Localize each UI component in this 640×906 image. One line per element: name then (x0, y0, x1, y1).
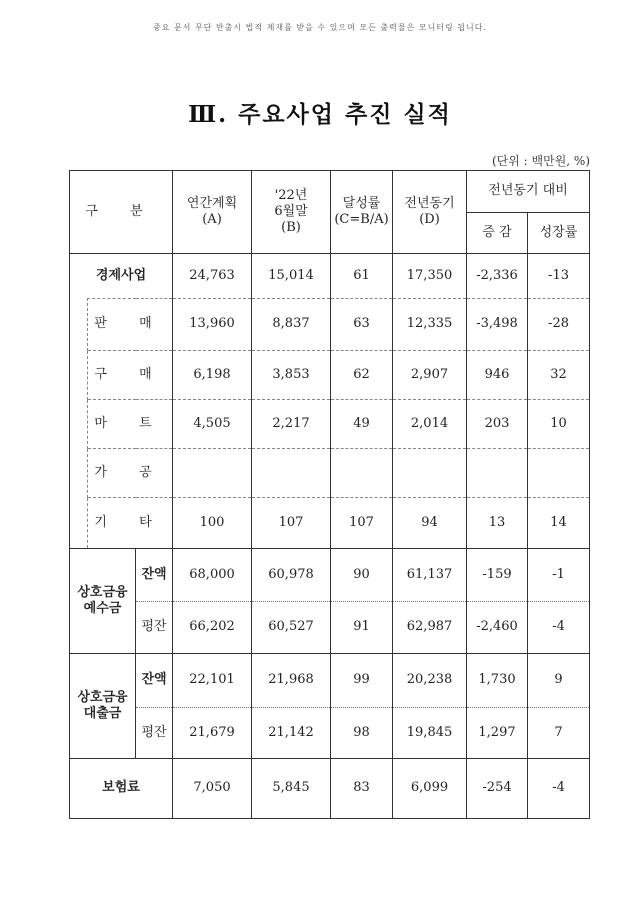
cell: -4 (528, 602, 590, 654)
header-annual-plan: 연간계획 (A) (173, 171, 252, 254)
cell: 2,907 (393, 351, 467, 400)
cell: 107 (331, 498, 393, 549)
loan-row (70, 654, 590, 708)
cell: 24,763 (173, 254, 252, 299)
cell: 61 (331, 254, 393, 299)
cell: 60,527 (252, 602, 331, 654)
cell: 203 (467, 400, 528, 449)
cell: 8,837 (252, 299, 331, 351)
cell: 12,335 (393, 299, 467, 351)
cell: 7,050 (173, 759, 252, 819)
header-growth: 성장률 (528, 213, 590, 254)
cell: -1 (528, 549, 590, 602)
economic-sub-row (70, 449, 590, 498)
economic-row (70, 254, 590, 299)
cell: -2,460 (467, 602, 528, 654)
insurance-row (70, 759, 590, 819)
cell: 15,014 (252, 254, 331, 299)
cell: -3,498 (467, 299, 528, 351)
insurance-label: 보험료 (70, 759, 173, 819)
cell: 3,853 (252, 351, 331, 400)
sub-label: 가 공 (88, 449, 173, 498)
cell: 68,000 (173, 549, 252, 602)
cell: 98 (331, 708, 393, 759)
cell: 21,679 (173, 708, 252, 759)
cell (252, 449, 331, 498)
economic-label: 경제사업 (70, 254, 173, 299)
cell: 6,198 (173, 351, 252, 400)
deposit-sub-label: 평잔 (136, 602, 173, 654)
sub-label: 마 트 (88, 400, 173, 449)
cell: 62,987 (393, 602, 467, 654)
cell: 100 (173, 498, 252, 549)
cell: 32 (528, 351, 590, 400)
cell: 6,099 (393, 759, 467, 819)
cell: 10 (528, 400, 590, 449)
cell: 946 (467, 351, 528, 400)
sub-label: 구 매 (88, 351, 173, 400)
cell: -28 (528, 299, 590, 351)
deposit-row (70, 602, 590, 654)
economic-sub-row (70, 498, 590, 549)
header-change: 증 감 (467, 213, 528, 254)
cell: 63 (331, 299, 393, 351)
header-comparison: 전년동기 대비 (467, 171, 590, 213)
deposit-row (70, 549, 590, 602)
cell: 2,014 (393, 400, 467, 449)
economic-sub-row (70, 400, 590, 449)
cell: 99 (331, 654, 393, 708)
cell: 21,968 (252, 654, 331, 708)
cell: 19,845 (393, 708, 467, 759)
header-prev-year: 전년동기 (D) (393, 171, 467, 254)
sub-label: 판 매 (88, 299, 173, 351)
indent-spacer (70, 299, 88, 549)
header-achievement: 달성률 (C=B/A) (331, 171, 393, 254)
performance-table (69, 170, 590, 819)
cell (528, 449, 590, 498)
cell: 83 (331, 759, 393, 819)
loan-row (70, 708, 590, 759)
cell: 1,730 (467, 654, 528, 708)
cell: 90 (331, 549, 393, 602)
loan-label: 상호금융 대출금 (70, 654, 136, 759)
deposit-label: 상호금융 예수금 (70, 549, 136, 654)
cell: -159 (467, 549, 528, 602)
deposit-sub-label: 잔액 (136, 549, 173, 602)
header-row (70, 171, 590, 213)
cell: 66,202 (173, 602, 252, 654)
header-category: 구 분 (70, 171, 173, 254)
cell (393, 449, 467, 498)
economic-sub-row (70, 351, 590, 400)
cell: 22,101 (173, 654, 252, 708)
loan-sub-label: 평잔 (136, 708, 173, 759)
cell: 21,142 (252, 708, 331, 759)
confidential-notice: 중요 문서 무단 반출시 법적 제재를 받을 수 있으며 모든 출력물은 모니터링 됩니다. (152, 23, 488, 32)
cell: 14 (528, 498, 590, 549)
cell: 62 (331, 351, 393, 400)
cell (467, 449, 528, 498)
cell: 13,960 (173, 299, 252, 351)
cell: 20,238 (393, 654, 467, 708)
loan-sub-label: 잔액 (136, 654, 173, 708)
cell: 2,217 (252, 400, 331, 449)
cell: -2,336 (467, 254, 528, 299)
cell: 7 (528, 708, 590, 759)
unit-label: (단위 : 백만원, %) (491, 154, 590, 168)
sub-label: 기 타 (88, 498, 173, 549)
cell: 94 (393, 498, 467, 549)
cell: 17,350 (393, 254, 467, 299)
cell: 107 (252, 498, 331, 549)
cell: 9 (528, 654, 590, 708)
cell (331, 449, 393, 498)
cell: 5,845 (252, 759, 331, 819)
cell: 60,978 (252, 549, 331, 602)
cell: -13 (528, 254, 590, 299)
cell: 4,505 (173, 400, 252, 449)
cell: -4 (528, 759, 590, 819)
header-june: '22년 6월말 (B) (252, 171, 331, 254)
cell: -254 (467, 759, 528, 819)
cell: 91 (331, 602, 393, 654)
page-title: Ⅲ. 주요사업 추진 실적 (188, 101, 452, 128)
cell: 49 (331, 400, 393, 449)
cell: 13 (467, 498, 528, 549)
cell: 1,297 (467, 708, 528, 759)
cell (173, 449, 252, 498)
cell: 61,137 (393, 549, 467, 602)
economic-sub-row (70, 299, 590, 351)
